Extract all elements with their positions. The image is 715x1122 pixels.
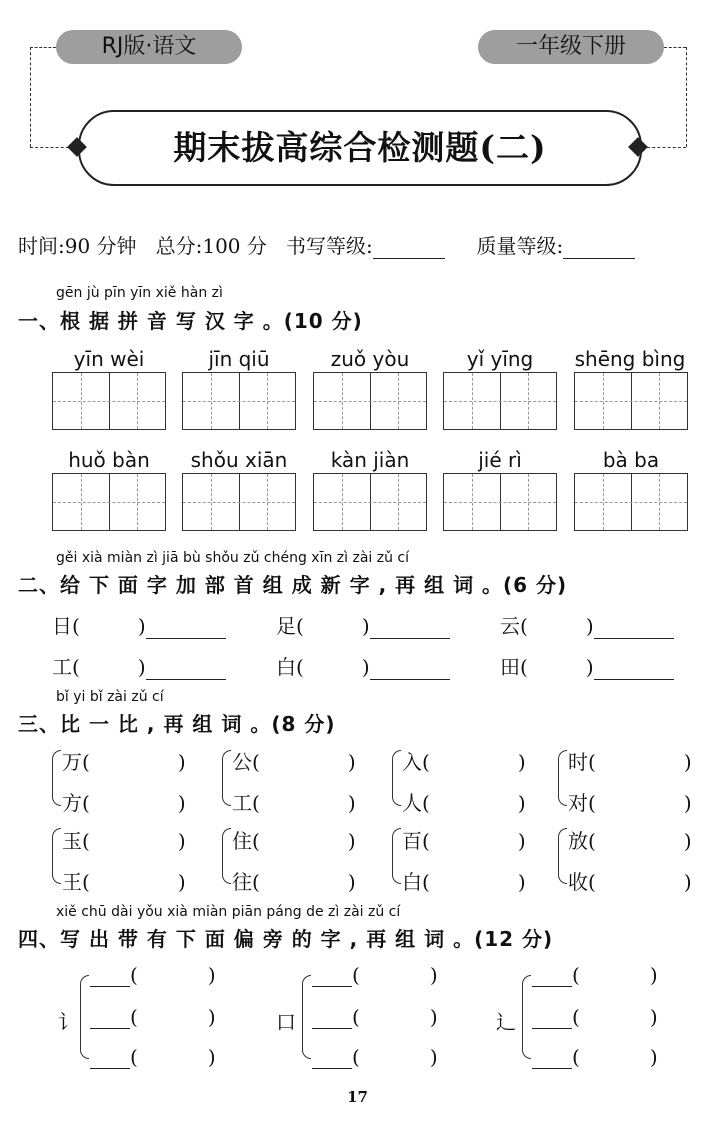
- section1-pinyin: gēn jù pīn yīn xiě hàn zì: [56, 285, 223, 301]
- radical-item[interactable]: 工( ): [52, 651, 226, 680]
- radical-answer[interactable]: ( ): [312, 1045, 438, 1069]
- brace-icon: [222, 828, 231, 884]
- dashed-connector: [642, 147, 686, 148]
- writing-grid[interactable]: [313, 473, 427, 531]
- page-number: 17: [347, 1088, 368, 1106]
- answer-blank[interactable]: [594, 661, 674, 680]
- writing-grid[interactable]: [574, 473, 688, 531]
- writing-grid[interactable]: [182, 372, 296, 430]
- radical-label: 辶: [496, 1010, 516, 1034]
- writing-grid[interactable]: [443, 473, 557, 531]
- brace-icon: [80, 975, 89, 1059]
- writing-grade-field[interactable]: [373, 238, 445, 259]
- pinyin-prompt: yīn wèi: [73, 347, 145, 371]
- compare-item[interactable]: 时( ): [568, 750, 692, 774]
- radical-label: 讠: [58, 1010, 78, 1034]
- dashed-connector: [30, 47, 56, 48]
- answer-blank[interactable]: [146, 661, 226, 680]
- compare-item[interactable]: 往( ): [232, 870, 356, 894]
- radical-label: 口: [276, 1010, 296, 1034]
- dashed-connector: [30, 47, 31, 147]
- compare-item[interactable]: 万( ): [62, 750, 186, 774]
- compare-item[interactable]: 白( ): [402, 870, 526, 894]
- compare-item[interactable]: 方( ): [62, 791, 186, 815]
- writing-grid[interactable]: [313, 372, 427, 430]
- compare-item[interactable]: 对( ): [568, 791, 692, 815]
- title-banner: [78, 110, 642, 186]
- writing-grid[interactable]: [52, 473, 166, 531]
- brace-icon: [52, 828, 61, 884]
- radical-answer[interactable]: ( ): [312, 963, 438, 987]
- brace-icon: [302, 975, 311, 1059]
- answer-blank[interactable]: [370, 661, 450, 680]
- dashed-connector: [664, 47, 686, 48]
- pinyin-prompt: jié rì: [478, 448, 522, 472]
- compare-item[interactable]: 收( ): [568, 870, 692, 894]
- radical-item[interactable]: 田( ): [500, 651, 674, 680]
- time-info: 时间:90 分钟: [18, 234, 137, 258]
- writing-grid[interactable]: [443, 372, 557, 430]
- quality-grade-field[interactable]: [563, 238, 635, 259]
- compare-item[interactable]: 百( ): [402, 829, 526, 853]
- section3-heading: 三、比 一 比 , 再 组 词 。(8 分): [18, 712, 336, 736]
- exam-info: [18, 230, 635, 259]
- compare-item[interactable]: 住( ): [232, 829, 356, 853]
- brace-icon: [52, 750, 61, 806]
- grade-tag: 一年级下册: [478, 30, 664, 64]
- writing-grid[interactable]: [182, 473, 296, 531]
- answer-blank[interactable]: [370, 620, 450, 639]
- dashed-connector: [686, 47, 687, 147]
- compare-item[interactable]: 王( ): [62, 870, 186, 894]
- compare-item[interactable]: 玉( ): [62, 829, 186, 853]
- section3-pinyin: bǐ yi bǐ zài zǔ cí: [56, 689, 164, 705]
- section1-heading: 一、根 据 拼 音 写 汉 字 。(10 分): [18, 309, 363, 333]
- brace-icon: [392, 828, 401, 884]
- radical-answer[interactable]: ( ): [90, 1045, 216, 1069]
- brace-icon: [222, 750, 231, 806]
- pinyin-prompt: bà ba: [602, 448, 660, 472]
- answer-blank[interactable]: [146, 620, 226, 639]
- brace-icon: [558, 828, 567, 884]
- total-score: 总分:100 分: [155, 234, 267, 258]
- pinyin-prompt: kàn jiàn: [330, 448, 410, 472]
- compare-item[interactable]: 公( ): [232, 750, 356, 774]
- radical-answer[interactable]: ( ): [532, 1045, 658, 1069]
- section4-heading: 四、写 出 带 有 下 面 偏 旁 的 字 , 再 组 词 。(12 分): [18, 927, 554, 951]
- section2-heading: 二、给 下 面 字 加 部 首 组 成 新 字 , 再 组 词 。(6 分): [18, 573, 568, 597]
- pinyin-prompt: jīn qiū: [208, 347, 270, 371]
- radical-item[interactable]: 云( ): [500, 610, 674, 639]
- pinyin-prompt: zuǒ yòu: [330, 347, 410, 371]
- brace-icon: [392, 750, 401, 806]
- pinyin-prompt: shǒu xiān: [190, 448, 288, 472]
- radical-answer[interactable]: ( ): [90, 1005, 216, 1029]
- page-title: 期末拔高综合检测题(二): [173, 128, 547, 167]
- compare-item[interactable]: 工( ): [232, 791, 356, 815]
- section4-pinyin: xiě chū dài yǒu xià miàn piān páng de zì zài zǔ cí: [56, 904, 401, 920]
- radical-item[interactable]: 足( ): [276, 610, 450, 639]
- pinyin-prompt: huǒ bàn: [68, 448, 150, 472]
- compare-item[interactable]: 入( ): [402, 750, 526, 774]
- writing-grid[interactable]: [574, 372, 688, 430]
- compare-item[interactable]: 放( ): [568, 829, 692, 853]
- compare-item[interactable]: 人( ): [402, 791, 526, 815]
- pinyin-prompt: shēng bìng: [574, 347, 686, 371]
- answer-blank[interactable]: [594, 620, 674, 639]
- pinyin-prompt: yǐ yīng: [466, 347, 534, 371]
- brace-icon: [522, 975, 531, 1059]
- radical-item[interactable]: 白( ): [276, 651, 450, 680]
- section2-pinyin: gěi xià miàn zì jiā bù shǒu zǔ chéng xīn zì zài zǔ cí: [56, 550, 410, 566]
- radical-answer[interactable]: ( ): [532, 963, 658, 987]
- brace-icon: [558, 750, 567, 806]
- writing-grid[interactable]: [52, 372, 166, 430]
- radical-answer[interactable]: ( ): [312, 1005, 438, 1029]
- writing-grade-label: 书写等级:: [285, 234, 373, 258]
- quality-grade-label: 质量等级:: [476, 234, 564, 258]
- edition-tag: RJ版·语文: [56, 30, 242, 64]
- radical-answer[interactable]: ( ): [90, 963, 216, 987]
- radical-item[interactable]: 日( ): [52, 610, 226, 639]
- radical-answer[interactable]: ( ): [532, 1005, 658, 1029]
